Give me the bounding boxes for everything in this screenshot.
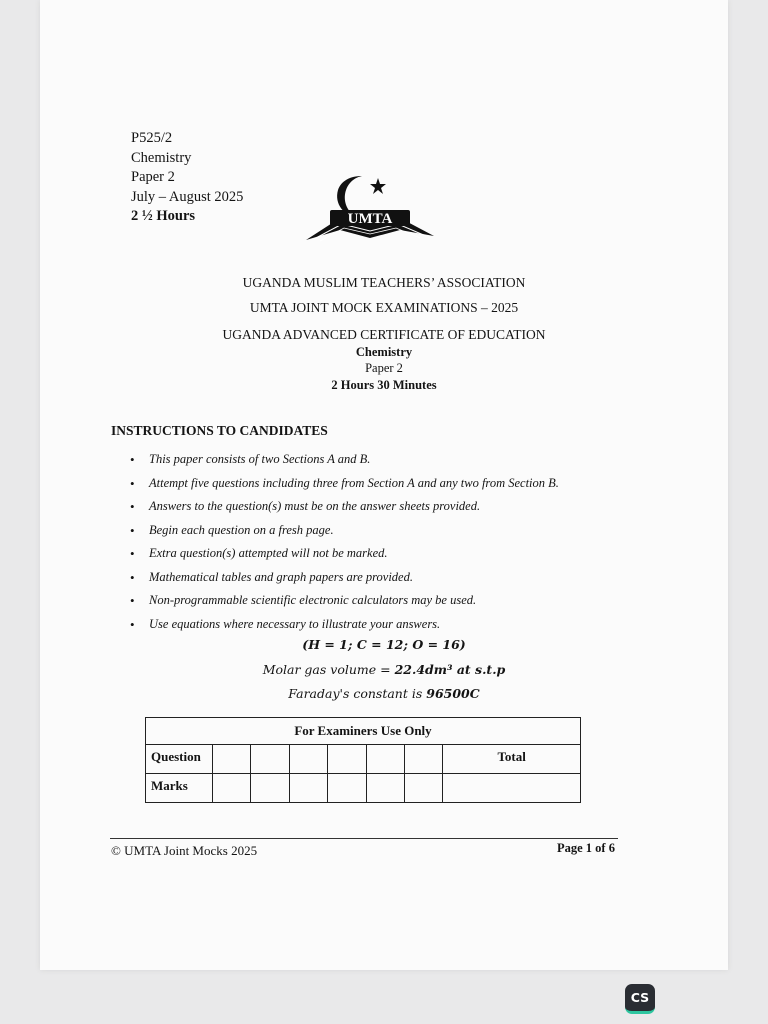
paper-code: P525/2 xyxy=(131,130,173,146)
instructions-list xyxy=(130,448,630,636)
question-label: Question xyxy=(146,745,213,774)
marks-row xyxy=(146,774,581,803)
paper-header xyxy=(131,129,243,227)
marks-cell xyxy=(289,774,327,803)
footer-divider xyxy=(110,838,618,839)
marks-cell xyxy=(366,774,404,803)
marks-cell xyxy=(251,774,289,803)
umta-logo xyxy=(300,168,440,246)
question-row xyxy=(146,745,581,774)
question-cell xyxy=(251,745,289,774)
faraday-constant-value: 96500C xyxy=(426,686,480,701)
footer-copyright: © UMTA Joint Mocks 2025 xyxy=(111,843,258,858)
question-cell xyxy=(289,745,327,774)
instruction-item: • This paper consists of two Sections A and B. xyxy=(130,448,630,472)
instruction-item: • Use equations where necessary to illustrate your answers. xyxy=(130,613,630,637)
certificate-title: UGANDA ADVANCED CERTIFICATE OF EDUCATION xyxy=(222,327,546,342)
table-caption-row xyxy=(146,718,581,745)
examiners-table-caption: For Examiners Use Only xyxy=(146,718,581,745)
instruction-item: • Non-programmable scientific electronic calculators may be used. xyxy=(130,589,630,613)
crescent-star-book-icon xyxy=(306,176,434,241)
instruction-item: • Mathematical tables and graph papers are provided. xyxy=(130,566,630,590)
paper-duration: 2 ½ Hours xyxy=(131,208,196,224)
instructions-heading: INSTRUCTIONS TO CANDIDATES xyxy=(111,423,328,438)
marks-cell xyxy=(213,774,251,803)
marks-cell xyxy=(404,774,442,803)
question-cell xyxy=(404,745,442,774)
umta-logo-text: UMTA xyxy=(347,211,393,227)
instruction-item: • Extra question(s) attempted will not be marked. xyxy=(130,542,630,566)
question-cell xyxy=(213,745,251,774)
marks-cell xyxy=(328,774,366,803)
paper-subject: Chemistry xyxy=(131,149,192,166)
molar-gas-volume xyxy=(0,662,768,677)
molar-gas-volume-label: Molar gas volume = xyxy=(262,662,395,677)
instruction-item: • Answers to the question(s) must be on the answer sheets provided. xyxy=(130,495,630,519)
subject-title: Chemistry xyxy=(355,345,413,359)
camscanner-badge-icon[interactable]: CS xyxy=(625,984,655,1014)
faraday-constant-label: Faraday's constant is xyxy=(288,686,427,701)
instruction-item: • Attempt five questions including three from Section A and any two from Section B. xyxy=(130,472,630,496)
association-title: UGANDA MUSLIM TEACHERS’ ASSOCIATION xyxy=(242,275,526,290)
faraday-constant xyxy=(0,686,768,701)
question-cell xyxy=(328,745,366,774)
atomic-masses: (H = 1; C = 12; O = 16) xyxy=(302,637,466,652)
examiners-table xyxy=(145,717,581,803)
duration-title: 2 Hours 30 Minutes xyxy=(331,378,437,392)
footer-page-number: Page 1 of 6 xyxy=(557,841,615,855)
question-cell xyxy=(366,745,404,774)
marks-label: Marks xyxy=(146,774,213,803)
total-marks-cell xyxy=(443,774,581,803)
molar-gas-volume-value: 22.4dm³ at s.t.p xyxy=(394,662,506,677)
total-label: Total xyxy=(443,745,581,774)
exam-title: UMTA JOINT MOCK EXAMINATIONS – 2025 xyxy=(249,300,519,315)
paper-session: July – August 2025 xyxy=(131,188,244,205)
paper-title: Paper 2 xyxy=(365,361,403,375)
paper-number: Paper 2 xyxy=(131,169,175,185)
instruction-item: • Begin each question on a fresh page. xyxy=(130,519,630,543)
